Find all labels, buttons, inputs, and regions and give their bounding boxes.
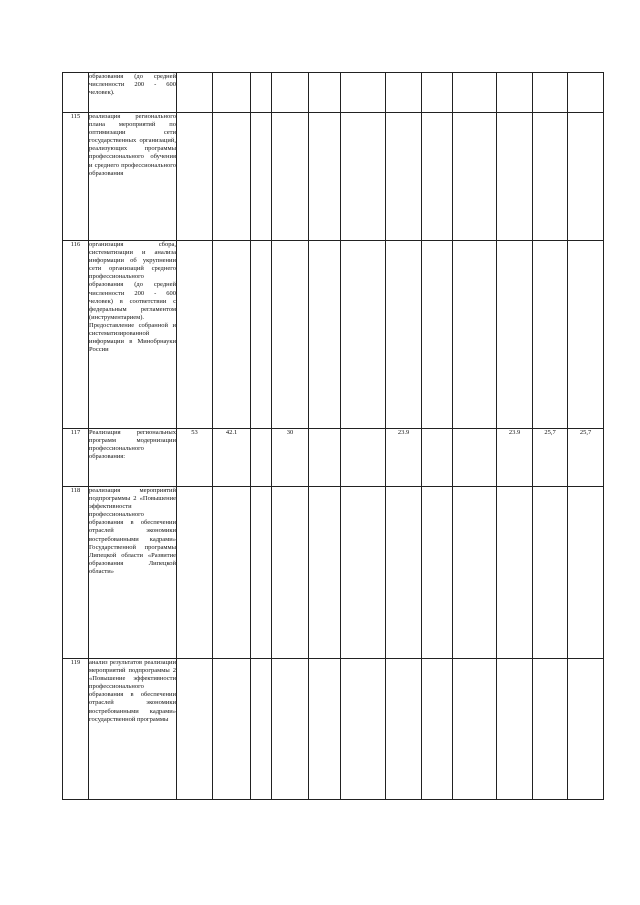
value-cell xyxy=(568,487,604,659)
row-description-cell xyxy=(89,73,177,113)
value-cell xyxy=(213,487,251,659)
row-description-cell xyxy=(89,429,177,487)
value-cell xyxy=(386,487,422,659)
value-cell xyxy=(177,659,213,800)
value-cell xyxy=(341,429,386,487)
value-cell xyxy=(272,113,309,241)
value-cell xyxy=(341,241,386,429)
row-description-text: Реализация региональных программ модернизации профессионального образования: xyxy=(89,429,176,461)
value-cell xyxy=(568,659,604,800)
value-cell xyxy=(497,487,533,659)
value-cell xyxy=(213,73,251,113)
value-cell xyxy=(341,113,386,241)
table-row xyxy=(63,659,604,800)
row-description-text: анализ результатов реализации мероприятий подпрограммы 2 «Повышение эффективности профессионального образования в обеспечении отраслей экономики востребованными кадрами» государственной программы xyxy=(89,659,176,723)
row-number-cell xyxy=(63,73,89,113)
table-row xyxy=(63,73,604,113)
row-number-cell: 119 xyxy=(63,659,89,800)
value-cell xyxy=(386,113,422,241)
value-cell xyxy=(177,487,213,659)
table-row xyxy=(63,113,604,241)
value-cell xyxy=(533,73,568,113)
value-cell xyxy=(341,73,386,113)
value-cell xyxy=(453,429,497,487)
row-description-cell xyxy=(89,487,177,659)
value-cell xyxy=(533,659,568,800)
value-cell xyxy=(309,241,341,429)
value-cell xyxy=(497,659,533,800)
value-cell: 25,7 xyxy=(568,429,604,487)
value-cell xyxy=(533,241,568,429)
value-cell xyxy=(497,113,533,241)
value-cell xyxy=(272,487,309,659)
value-cell xyxy=(309,113,341,241)
row-description-cell xyxy=(89,241,177,429)
value-cell: 23.9 xyxy=(497,429,533,487)
value-cell xyxy=(422,241,453,429)
row-description-text: реализация мероприятий подпрограммы 2 «Повышение эффективности профессионального образования в обеспечении отраслей экономики востребованными кадрами» Государственной программы Липецкой области «Развитие образования Липецкой области» xyxy=(89,487,176,575)
table-body xyxy=(63,73,604,800)
value-cell xyxy=(453,113,497,241)
row-number-cell: 115 xyxy=(63,113,89,241)
value-cell xyxy=(251,487,272,659)
value-cell xyxy=(251,73,272,113)
value-cell xyxy=(251,429,272,487)
value-cell xyxy=(309,73,341,113)
value-cell: 25,7 xyxy=(533,429,568,487)
row-number-cell: 117 xyxy=(63,429,89,487)
value-cell xyxy=(177,113,213,241)
value-cell xyxy=(568,241,604,429)
value-cell xyxy=(453,73,497,113)
value-cell xyxy=(309,429,341,487)
value-cell xyxy=(341,487,386,659)
value-cell xyxy=(568,73,604,113)
value-cell xyxy=(386,659,422,800)
value-cell xyxy=(453,487,497,659)
value-cell xyxy=(533,487,568,659)
value-cell xyxy=(272,73,309,113)
value-cell xyxy=(497,73,533,113)
value-cell xyxy=(272,241,309,429)
value-cell xyxy=(251,659,272,800)
value-cell xyxy=(177,73,213,113)
value-cell xyxy=(213,113,251,241)
value-cell xyxy=(422,487,453,659)
row-description-text: реализация регионального плана мероприятий по оптимизации сети государственных организаций, реализующих программы профессионального обучения и среднего профессионального образования xyxy=(89,113,176,177)
table-row xyxy=(63,241,604,429)
value-cell xyxy=(213,241,251,429)
value-cell xyxy=(422,73,453,113)
data-table xyxy=(62,72,604,800)
value-cell xyxy=(422,659,453,800)
value-cell xyxy=(309,659,341,800)
table-row xyxy=(63,429,604,487)
row-number-cell: 118 xyxy=(63,487,89,659)
table-row xyxy=(63,487,604,659)
row-description-text: образования (до средней численности 200 - 600 человек). xyxy=(89,73,176,97)
value-cell xyxy=(309,487,341,659)
value-cell xyxy=(568,113,604,241)
value-cell: 42.1 xyxy=(213,429,251,487)
value-cell xyxy=(341,659,386,800)
value-cell xyxy=(213,659,251,800)
value-cell xyxy=(386,73,422,113)
value-cell xyxy=(177,241,213,429)
value-cell: 53 xyxy=(177,429,213,487)
value-cell: 23.9 xyxy=(386,429,422,487)
value-cell xyxy=(497,241,533,429)
value-cell xyxy=(272,659,309,800)
value-cell xyxy=(251,241,272,429)
row-description-text: организация сбора, систематизации и анализа информации об укрупнении сети организаций среднего профессионального образования (до средней численности 200 - 600 человек) в соответствии с федеральным регламентом (инструментарием). Предоставление собранной и систематизированной информации в Минобрнауки России xyxy=(89,241,176,354)
value-cell xyxy=(453,241,497,429)
value-cell: 30 xyxy=(272,429,309,487)
value-cell xyxy=(533,113,568,241)
value-cell xyxy=(386,241,422,429)
value-cell xyxy=(453,659,497,800)
value-cell xyxy=(422,113,453,241)
row-description-cell xyxy=(89,659,177,800)
value-cell xyxy=(251,113,272,241)
row-description-cell xyxy=(89,113,177,241)
row-number-cell: 116 xyxy=(63,241,89,429)
value-cell xyxy=(422,429,453,487)
